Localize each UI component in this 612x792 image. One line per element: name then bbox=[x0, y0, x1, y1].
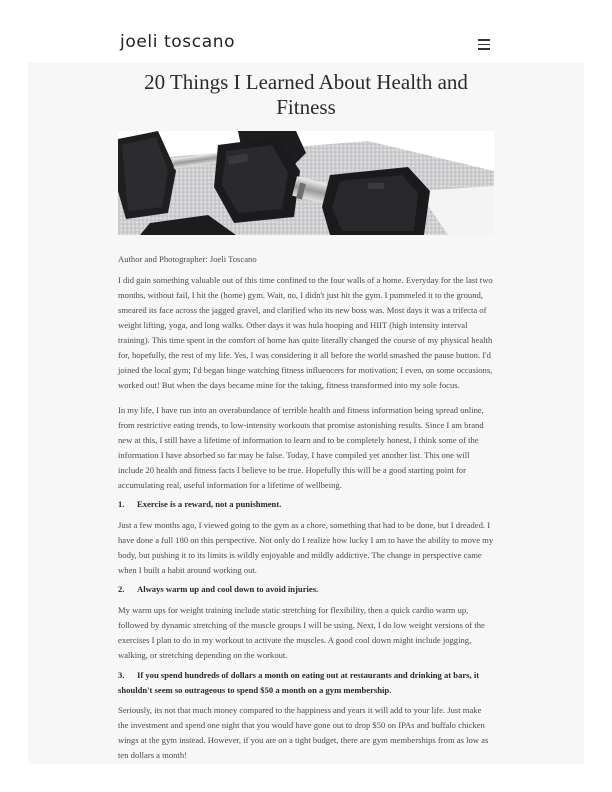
list-item-heading-3 bbox=[118, 668, 494, 698]
site-logo[interactable]: joeli toscano bbox=[120, 32, 236, 52]
list-item-body-2: My warm ups for weight training include static stretching for flexibility, then a quick cardio warm up, followed by dynamic stretching of the muscle groups I will be using. Next, I do low weight versions of the exercises I plan to do in my workout to activate the muscles. A good cool down might include jogging, walking, or stretching depending on the workout. bbox=[118, 605, 485, 660]
list-item-number: 2. bbox=[118, 584, 125, 594]
article-title: 20 Things I Learned About Health and Fitness bbox=[144, 70, 468, 119]
intro-paragraph-1: I did gain something valuable out of this time confined to the four walls of a home. Everyday for the last two months, without fail, I hit the (home) gym. Wait, no, I didn't just hit the gym. I pummeled it to the ground, smeared its face across the jagged gravel, and clarified who its new boss was. Most days it was a trifecta of weight lifting, yoga, and long walks. Other days it was hula hooping and HIIT (high intensity interval training). This time spent in the comfort of home has quite literally changed the course of my physical health for, hopefully, the rest of my life. Yes, I was considering it all before the world smashed the pause button. I'd joined the local gym; I'd began binge watching fitness influencers for motivation; I even, on some occasions, worked out! But when the days became mine for the taking, fitness transformed into my sole focus. bbox=[118, 275, 493, 390]
list-item-heading-text: If you spend hundreds of dollars a month on eating out at restaurants and drinking at bars, it shouldn't seem so outrageous to spend $50 a month on a gym membership. bbox=[118, 670, 480, 695]
list-item-heading-text: Always warm up and cool down to avoid injuries. bbox=[137, 584, 319, 594]
list-item-body-3: Seriously, its not that much money compared to the happiness and years it will add to your life. Just make the investment and spend one night that you would have gone out to drop $50 on IPAs and buffalo chicken wings at the gym instead. However, if you are on a tight budget, there are gym memberships from as low as ten dollars a month! bbox=[118, 705, 489, 760]
list-item-number: 1. bbox=[118, 499, 125, 509]
intro-paragraph-2: In my life, I have run into an overabundance of terrible health and fitness information being spread online, from restrictive eating trends, to low-intensity workouts that promise astonishing results. Since I am brand new at this, I still have a lifetime of information to learn and to be completely honest, I think some of the information I have absorbed so far may be false. Today, I have compiled yet another list. This one will include 20 health and fitness facts I believe to be true. Hopefully this will be a good starting point for accumulating real, useful information for a lifetime of wellbeing. bbox=[118, 405, 484, 490]
site-header bbox=[0, 0, 612, 62]
dumbbells-photo bbox=[118, 131, 494, 235]
hamburger-menu-icon[interactable] bbox=[478, 39, 490, 50]
list-item-number: 3. bbox=[118, 670, 125, 680]
list-item-heading-text: Exercise is a reward, not a punishment. bbox=[137, 499, 282, 509]
list-item-body-1: Just a few months ago, I viewed going to the gym as a chore, something that had to be done, but I dreaded. I have done a full 180 on this perspective. Not only do I realize how lucky I am to have the ability to move my body, but pushing it to its limits is wildly enjoyable and mildly addictive. The change in perspective came when I built a habit around working out. bbox=[118, 520, 494, 575]
byline: Author and Photographer: Joeli Toscano bbox=[118, 254, 257, 264]
list-item-heading-2 bbox=[118, 582, 494, 597]
list-item-heading-1 bbox=[118, 497, 494, 512]
